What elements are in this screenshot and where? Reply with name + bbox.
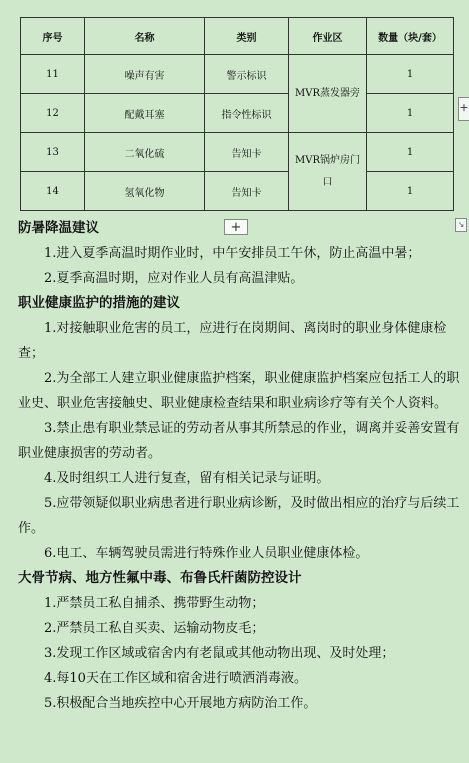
- section-heading-heat: 防暑降温建议: [18, 220, 99, 236]
- cell-qty: 1: [367, 55, 454, 94]
- signage-table: [20, 17, 454, 211]
- paragraph: 4.每10天在工作区域和宿舍进行喷洒消毒液。: [44, 671, 307, 686]
- header-zone: 作业区: [289, 18, 367, 55]
- paragraph: 5.积极配合当地疾控中心开展地方病防治工作。: [44, 696, 317, 711]
- cell-category: 警示标识: [205, 55, 289, 94]
- paragraph: 5.应带领疑似职业病患者进行职业病诊断，及时做出相应的治疗与后续工作。: [18, 496, 460, 536]
- table-resize-handle[interactable]: ↘: [455, 218, 467, 232]
- cell-zone: MVR蒸发器旁: [289, 55, 367, 133]
- cell-zone: MVR锅炉房门口: [289, 133, 367, 211]
- paragraph: 1.严禁员工私自捕杀、携带野生动物；: [44, 596, 265, 611]
- cell-category: 指令性标识: [205, 94, 289, 133]
- table-edge-add-handle[interactable]: +: [458, 97, 469, 121]
- paragraph: 2.严禁员工私自买卖、运输动物皮毛；: [44, 621, 265, 636]
- paragraph: 1.对接触职业危害的员工，应进行在岗期间、离岗时的职业身体健康检查；: [18, 321, 447, 361]
- add-row-button[interactable]: +: [224, 219, 248, 235]
- cell-category: 告知卡: [205, 172, 289, 211]
- cell-qty: 1: [367, 133, 454, 172]
- header-name: 名称: [85, 18, 205, 55]
- table-row: [21, 55, 454, 94]
- cell-no: 13: [21, 133, 85, 172]
- cell-no: 14: [21, 172, 85, 211]
- header-no: 序号: [21, 18, 85, 55]
- cell-no: 12: [21, 94, 85, 133]
- cell-name: 配戴耳塞: [85, 94, 205, 133]
- table-header-row: [21, 18, 454, 55]
- paragraph: 3.发现工作区域或宿舍内有老鼠或其他动物出现、及时处理；: [44, 646, 395, 661]
- cell-name: 噪声有害: [85, 55, 205, 94]
- header-category: 类别: [205, 18, 289, 55]
- section-heading-disease: 大骨节病、地方性氟中毒、布鲁氏杆菌防控设计: [18, 570, 302, 586]
- cell-qty: 1: [367, 172, 454, 211]
- cell-no: 11: [21, 55, 85, 94]
- section-heading-health: 职业健康监护的措施的建议: [18, 295, 180, 311]
- header-qty: 数量（块/套）: [367, 18, 454, 55]
- paragraph: 2.夏季高温时期，应对作业人员有高温津贴。: [44, 271, 304, 286]
- paragraph: 3.禁止患有职业禁忌证的劳动者从事其所禁忌的作业，调离并妥善安置有职业健康损害的劳动者。: [18, 421, 460, 461]
- paragraph: 2.为全部工人建立职业健康监护档案，职业健康监护档案应包括工人的职业史、职业危害接触史、职业健康检查结果和职业病诊疗等有关个人资料。: [18, 371, 460, 411]
- table-row: [21, 94, 454, 133]
- paragraph: 4.及时组织工人进行复查，留有相关记录与证明。: [44, 471, 330, 486]
- table-row: [21, 133, 454, 172]
- cell-category: 告知卡: [205, 133, 289, 172]
- table-row: [21, 172, 454, 211]
- cell-name: 二氧化硫: [85, 133, 205, 172]
- paragraph: 1.进入夏季高温时期作业时，中午安排员工午休，防止高温中暑；: [44, 246, 421, 261]
- paragraph: 6.电工、车辆驾驶员需进行特殊作业人员职业健康体检。: [44, 546, 369, 561]
- cell-qty: 1: [367, 94, 454, 133]
- cell-name: 氢氧化物: [85, 172, 205, 211]
- document-body: [18, 216, 463, 716]
